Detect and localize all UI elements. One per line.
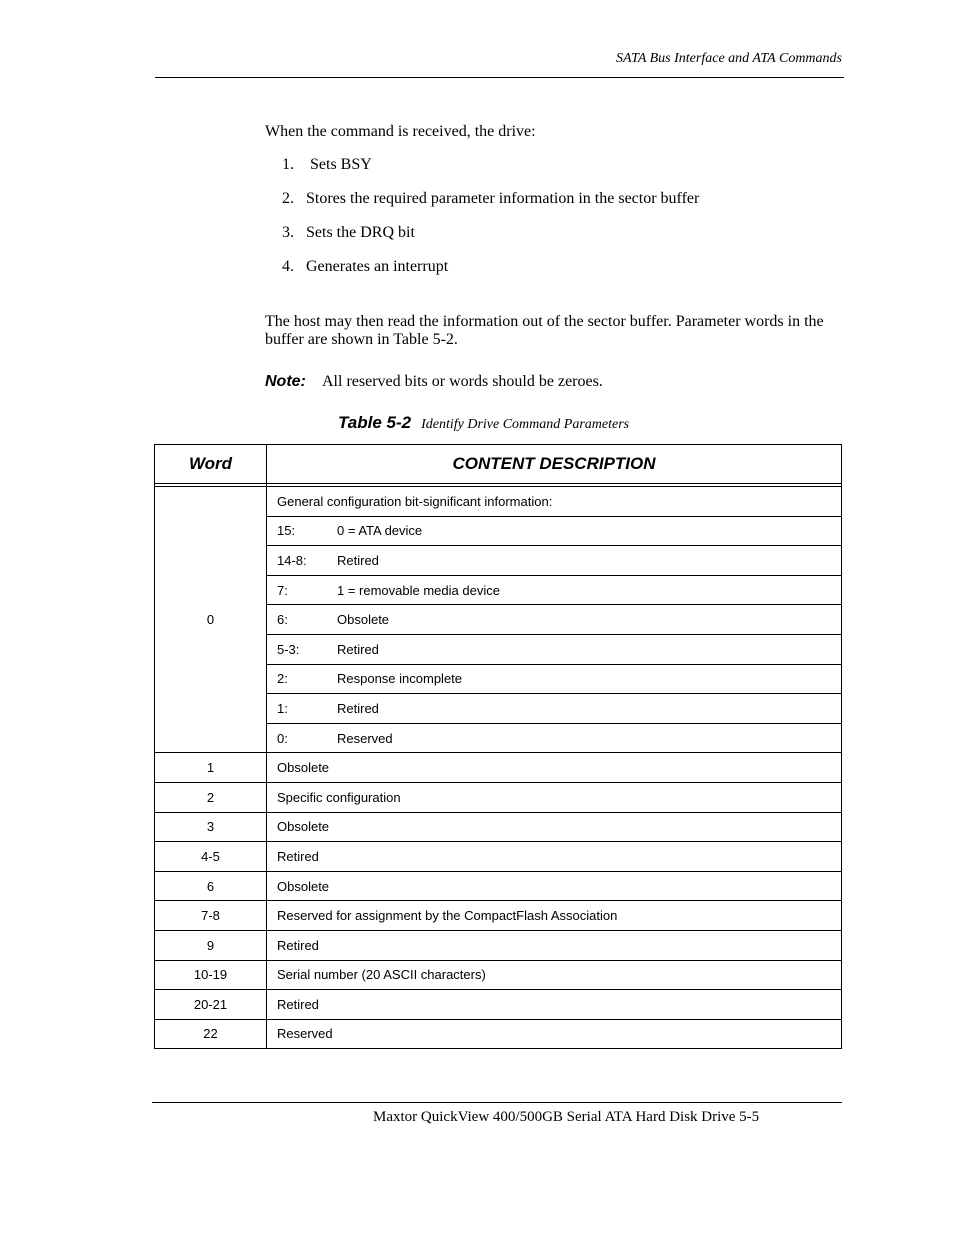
description-cell: Obsolete [267, 871, 842, 901]
parameters-table [154, 444, 842, 1049]
description-cell: Obsolete [267, 812, 842, 842]
bit-description: Response incomplete [337, 671, 463, 687]
step-number: 4. [282, 258, 294, 275]
note [265, 373, 603, 391]
bit-label: 2: [277, 671, 288, 687]
description-cell: Serial number (20 ASCII characters) [267, 960, 842, 990]
bit-description: Reserved [337, 730, 393, 746]
note-text: All reserved bits or words should be zeroes. [322, 373, 603, 390]
word-cell: 20-21 [155, 990, 267, 1020]
description-cell: Reserved [267, 1019, 842, 1049]
table-body [155, 484, 842, 1049]
note-label: Note: [265, 373, 306, 390]
table-caption [338, 413, 629, 433]
word-cell: 1 [155, 753, 267, 783]
bit-description: Obsolete [337, 612, 390, 628]
description-cell [267, 575, 842, 605]
list-item [282, 224, 699, 258]
bit-label: 5-3: [277, 641, 300, 657]
step-text: Sets BSY [310, 156, 372, 173]
step-text: Sets the DRQ bit [306, 224, 415, 241]
description-cell [267, 516, 842, 546]
word-column-header: Word [155, 445, 267, 484]
description-cell: Retired [267, 930, 842, 960]
word-cell: 6 [155, 871, 267, 901]
description-cell [267, 605, 842, 635]
step-number: 3. [282, 224, 294, 241]
word-cell: 4-5 [155, 842, 267, 872]
table-row [155, 842, 842, 872]
description-cell [267, 546, 842, 576]
list-item [282, 190, 699, 224]
description-cell [267, 723, 842, 753]
bit-label: 15: [277, 523, 296, 539]
body-paragraph: The host may then read the information out of the sector buffer. Parameter words in the buffer are shown in Table 5-2. [265, 313, 824, 348]
bit-label: 1: [277, 700, 288, 716]
table-row [155, 930, 842, 960]
table-row [155, 753, 842, 783]
bit-description: General configuration bit-significant information: [277, 493, 553, 509]
step-number: 1. [282, 156, 294, 173]
table-caption-label: Table 5-2 [338, 413, 412, 432]
description-cell: Obsolete [267, 753, 842, 783]
description-cell [267, 664, 842, 694]
word-cell: 22 [155, 1019, 267, 1049]
list-item [282, 156, 699, 190]
word-cell: 2 [155, 782, 267, 812]
step-list [282, 156, 699, 292]
bit-label: 14-8: [277, 552, 307, 568]
description-cell: Retired [267, 842, 842, 872]
intro-text: When the command is received, the drive: [265, 123, 536, 140]
step-number: 2. [282, 190, 294, 207]
table-row [155, 901, 842, 931]
bit-label: 0: [277, 730, 288, 746]
bit-description: Retired [337, 552, 379, 568]
footer-rule [152, 1102, 842, 1103]
description-cell [267, 634, 842, 664]
table-row [155, 990, 842, 1020]
table-row [155, 782, 842, 812]
bit-description: 1 = removable media device [337, 582, 500, 598]
description-cell: Specific configuration [267, 782, 842, 812]
table-caption-title: Identify Drive Command Parameters [421, 417, 630, 432]
word-cell: 7-8 [155, 901, 267, 931]
description-column-header: CONTENT DESCRIPTION [267, 445, 842, 484]
description-cell: Reserved for assignment by the CompactFlash Association [267, 901, 842, 931]
table-row [155, 812, 842, 842]
table-row [155, 487, 842, 517]
bit-description: Retired [337, 700, 379, 716]
bit-label: 7: [277, 582, 288, 598]
step-text: Generates an interrupt [306, 258, 449, 275]
table-header-row [155, 445, 842, 484]
word-cell: 0 [155, 487, 267, 753]
table-row [155, 1019, 842, 1049]
header-rule [155, 77, 844, 78]
bit-description: Retired [337, 641, 379, 657]
bit-label: 6: [277, 612, 288, 628]
running-header: SATA Bus Interface and ATA Commands [616, 51, 842, 66]
list-item [282, 258, 699, 292]
word-cell: 9 [155, 930, 267, 960]
table-row [155, 960, 842, 990]
bit-description: 0 = ATA device [337, 523, 423, 539]
description-cell [267, 694, 842, 724]
table-row [155, 871, 842, 901]
step-text: Stores the required parameter information in the sector buffer [306, 190, 700, 207]
word-cell: 3 [155, 812, 267, 842]
word-cell: 10-19 [155, 960, 267, 990]
description-cell: Retired [267, 990, 842, 1020]
running-footer: Maxtor QuickView 400/500GB Serial ATA Hard Disk Drive 5-5 [373, 1109, 760, 1125]
description-cell [267, 487, 842, 517]
